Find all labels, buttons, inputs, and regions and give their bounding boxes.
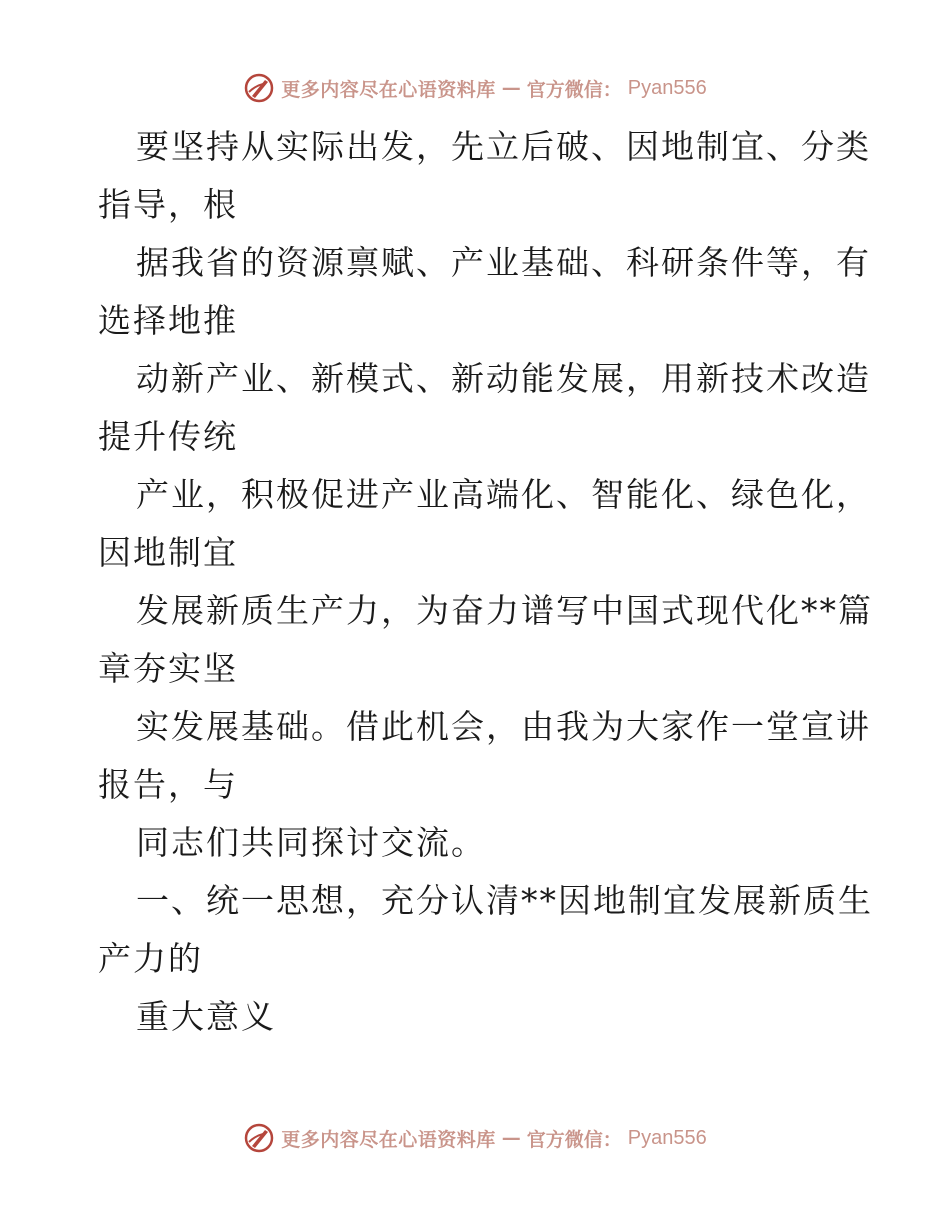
document-body: [98, 118, 873, 1046]
section-heading-line: 一、统一思想，充分认清**因地制宜发展新质生: [136, 881, 873, 920]
watermark-dash: —: [501, 77, 521, 99]
paragraph-line: 要坚持从实际出发，先立后破、因地制宜、分类: [136, 127, 871, 166]
watermark-wechat-label: 官方微信：: [526, 78, 622, 101]
watermark-wechat-id: Pyan556: [627, 1126, 707, 1149]
paragraph-line: 章夯实坚: [98, 649, 238, 688]
watermark-dash: —: [501, 1127, 521, 1149]
paragraph-line: 报告，与: [98, 765, 238, 804]
paragraph-line: 选择地推: [98, 301, 238, 340]
paragraph-line: 同志们共同探讨交流。: [136, 823, 486, 862]
watermark-wechat-id: Pyan556: [627, 76, 707, 99]
watermark-wechat-label: 官方微信：: [526, 1128, 622, 1151]
watermark-text: 更多内容尽在心语资料库: [281, 1128, 496, 1151]
paragraph-line: 发展新质生产力，为奋力谱写中国式现代化**篇: [136, 591, 873, 630]
header-watermark: [0, 72, 950, 104]
paragraph-line: 指导，根: [98, 185, 238, 224]
paragraph-line: 动新产业、新模式、新动能发展，用新技术改造: [136, 359, 871, 398]
section-heading-line: 重大意义: [136, 997, 276, 1036]
watermark-text: 更多内容尽在心语资料库: [281, 78, 496, 101]
quill-logo-icon: [243, 1122, 275, 1154]
section-heading-line: 产力的: [98, 939, 203, 978]
paragraph-line: 实发展基础。借此机会，由我为大家作一堂宣讲: [136, 707, 871, 746]
quill-logo-icon: [243, 72, 275, 104]
paragraph-line: 产业，积极促进产业高端化、智能化、绿色化，: [136, 475, 871, 514]
paragraph-line: 据我省的资源禀赋、产业基础、科研条件等，有: [136, 243, 871, 282]
paragraph-line: 提升传统: [98, 417, 238, 456]
footer-watermark: [0, 1122, 950, 1154]
paragraph-line: 因地制宜: [98, 533, 238, 572]
